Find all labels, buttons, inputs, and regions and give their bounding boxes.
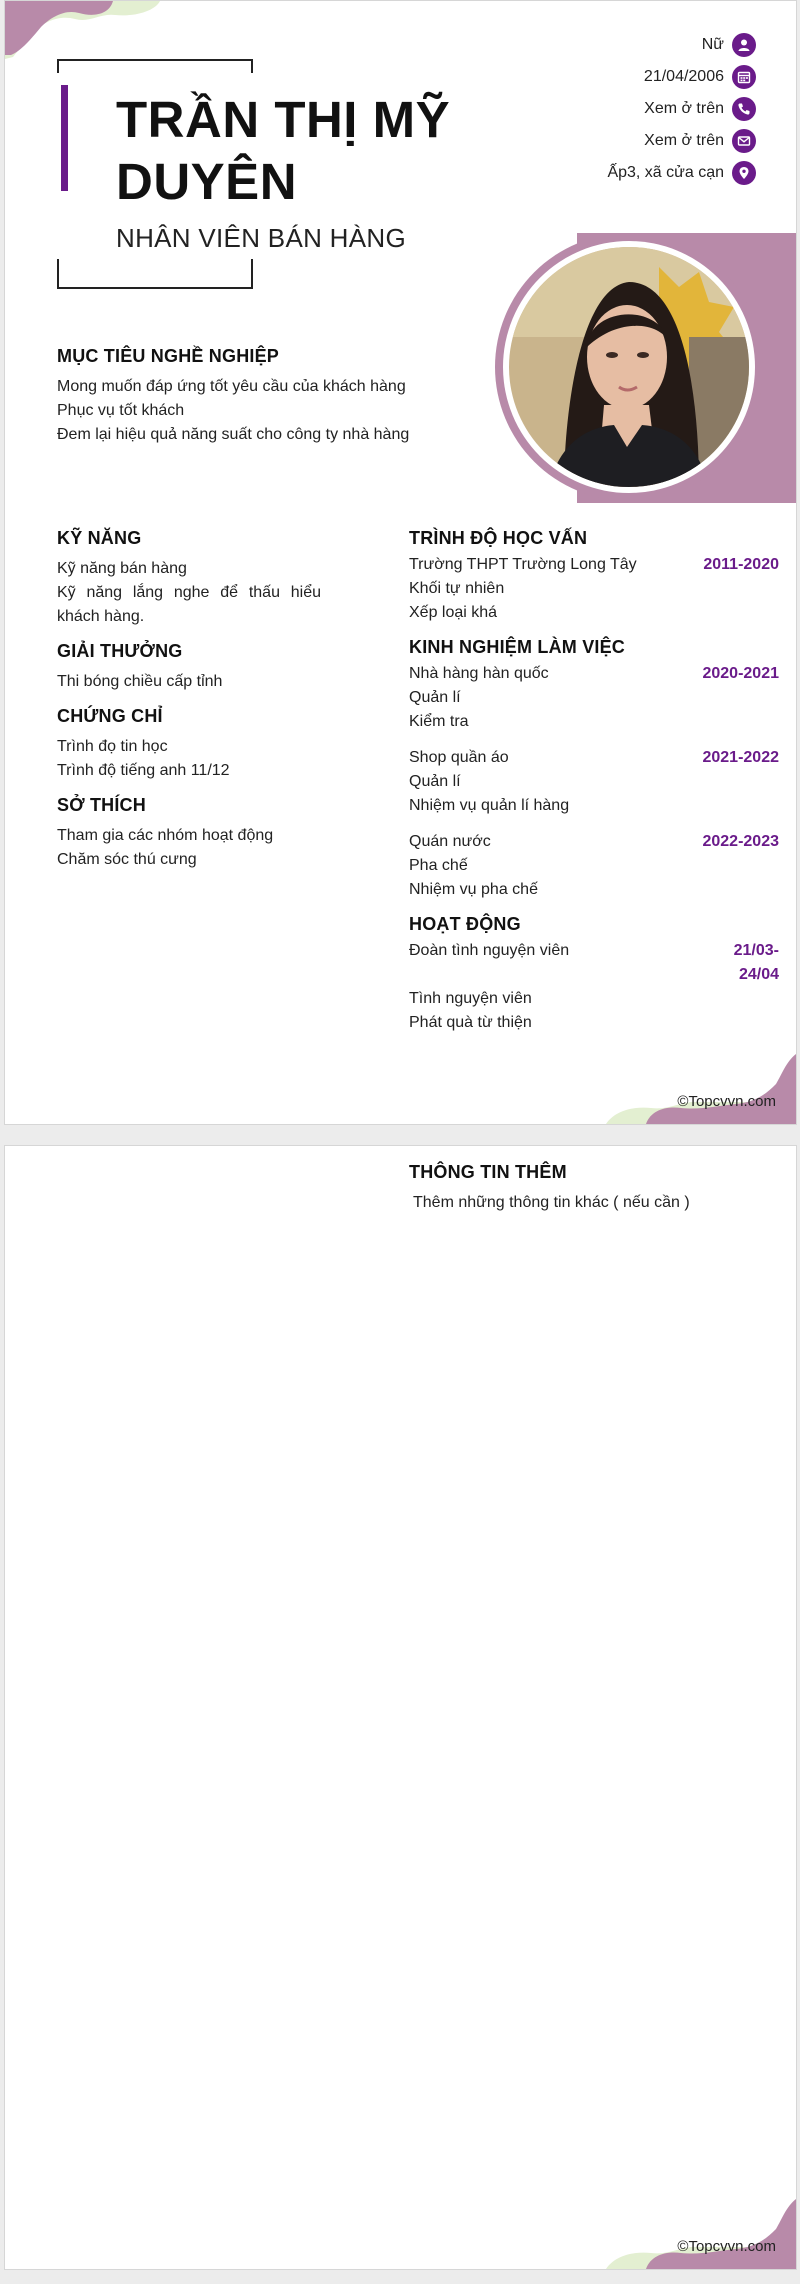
objective-line: Phục vụ tốt khách — [57, 402, 185, 419]
additional-info-text: Thêm những thông tin khác ( nếu cần ) — [413, 1194, 690, 1211]
career-objective-section — [57, 346, 457, 447]
entry-detail: Phát quà từ thiện — [409, 1014, 532, 1031]
profile-photo — [509, 247, 749, 487]
phone-icon — [732, 97, 756, 121]
entry-detail: Quản lí — [409, 773, 461, 790]
contact-phone — [436, 93, 756, 125]
experience-section — [409, 637, 779, 902]
decor-blob-bottom-right — [606, 1054, 796, 1124]
job-title: NHÂN VIÊN BÁN HÀNG — [116, 223, 407, 253]
award-item: Thi bóng chiều cấp tỉnh — [57, 673, 223, 690]
copyright-text: ©Topcvvn.com — [677, 2238, 776, 2255]
education-entry — [409, 553, 779, 625]
location-icon — [732, 161, 756, 185]
entry-date: 2011-2020 — [703, 556, 779, 573]
entry-detail: Pha chế — [409, 857, 468, 874]
experience-entry — [409, 746, 779, 818]
education-title: TRÌNH ĐỘ HỌC VẤN — [409, 528, 588, 548]
entry-date: 2020-2021 — [702, 665, 779, 682]
decor-blob-bottom-right — [606, 2199, 796, 2269]
hobby-item: Tham gia các nhóm hoạt động — [57, 827, 274, 844]
contact-email-text: Xem ở trên — [644, 132, 724, 149]
contact-phone-text: Xem ở trên — [644, 100, 724, 117]
entry-org: Quán nước — [409, 833, 491, 850]
skills-title: KỸ NĂNG — [57, 528, 142, 548]
entry-org: Shop quần áo — [409, 749, 509, 766]
certificates-title: CHỨNG CHỈ — [57, 706, 163, 726]
certificate-item: Trình độ tiếng anh 11/12 — [57, 762, 230, 779]
objective-line: Mong muốn đáp ứng tốt yêu cầu của khách hàng — [57, 378, 406, 395]
contact-address — [436, 157, 756, 189]
entry-date: 21/03- 24/04 — [733, 942, 779, 983]
cv-page-1 — [4, 0, 797, 1125]
entry-detail: Kiểm tra — [409, 713, 469, 730]
entry-detail: Xếp loại khá — [409, 604, 498, 621]
activity-entry — [409, 939, 779, 1035]
entry-org: Trường THPT Trường Long Tây — [409, 556, 637, 573]
entry-date: 2021-2022 — [702, 749, 779, 766]
entry-detail: Nhiệm vụ pha chế — [409, 881, 538, 898]
skill-item: Kỹ năng bán hàng — [57, 560, 187, 577]
entry-detail: Tình nguyện viên — [409, 990, 532, 1007]
awards-title: GIẢI THƯỞNG — [57, 641, 183, 661]
full-name: TRẦN THỊ MỸ DUYÊN — [116, 91, 451, 210]
cv-page-2 — [4, 1145, 797, 2270]
left-column — [57, 528, 321, 884]
user-icon — [732, 33, 756, 57]
skill-item: Kỹ năng lắng nghe để thấu hiểu khách hàng. — [57, 584, 321, 625]
copyright-text: ©Topcvvn.com — [677, 1093, 776, 1110]
contact-birthday-text: 21/04/2006 — [643, 68, 724, 85]
education-section — [409, 528, 779, 625]
entry-detail: Khối tự nhiên — [409, 580, 505, 597]
contact-address-text: Ấp3, xã cửa cạn — [607, 164, 724, 181]
additional-info-title: THÔNG TIN THÊM — [409, 1162, 567, 1182]
right-column — [409, 528, 779, 1047]
experience-entry — [409, 830, 779, 902]
contact-birthday — [436, 61, 756, 93]
experience-entry — [409, 662, 779, 734]
entry-org: Đoàn tình nguyện viên — [409, 942, 570, 959]
additional-info-section — [409, 1162, 779, 1215]
name-accent-bar — [61, 85, 68, 191]
skills-section — [57, 528, 321, 629]
entry-org: Nhà hàng hàn quốc — [409, 665, 549, 682]
entry-date: 2022-2023 — [702, 833, 779, 850]
awards-section — [57, 641, 321, 694]
hobby-item: Chăm sóc thú cưng — [57, 851, 197, 868]
experience-title: KINH NGHIỆM LÀM VIỆC — [409, 637, 626, 657]
contact-gender-text: Nữ — [701, 36, 724, 53]
entry-detail: Quản lí — [409, 689, 461, 706]
calendar-icon — [732, 65, 756, 89]
contact-gender — [436, 29, 756, 61]
objective-line: Đem lại hiệu quả năng suất cho công ty nhà hàng — [57, 426, 410, 443]
career-objective-title: MỤC TIÊU NGHỀ NGHIỆP — [57, 346, 280, 366]
hobbies-section — [57, 795, 321, 872]
activities-section — [409, 914, 779, 1035]
contact-email — [436, 125, 756, 157]
certificate-item: Trình đọ tin học — [57, 738, 168, 755]
contact-list — [436, 29, 756, 189]
activities-title: HOẠT ĐỘNG — [409, 914, 521, 934]
entry-detail: Nhiệm vụ quản lí hàng — [409, 797, 570, 814]
certificates-section — [57, 706, 321, 783]
email-icon — [732, 129, 756, 153]
decor-blob-top-left — [5, 1, 165, 61]
hobbies-title: SỞ THÍCH — [57, 795, 146, 815]
